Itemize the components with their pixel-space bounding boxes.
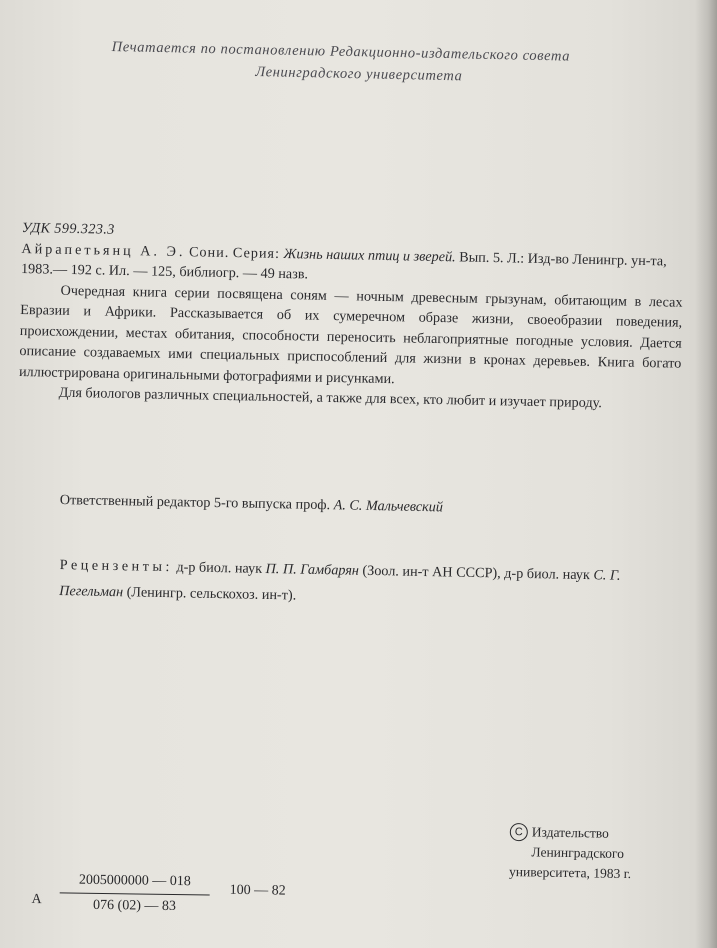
catalog-numerator: 2005000000 — 018 xyxy=(78,872,191,890)
imprint-line-1: Печатается по постановлению Редакционно-издательского совета xyxy=(111,38,571,65)
editor-label: Ответственный редактор 5-го выпуска проф. xyxy=(59,491,331,514)
reviewer-2-degree: д-р биол. наук xyxy=(504,565,591,584)
author-name: Айрапетьянц А. Э. xyxy=(21,240,186,260)
reviewer-1-name: П. П. Гамбарян xyxy=(265,560,360,579)
catalog-denominator: 076 (02) — 83 xyxy=(92,897,177,915)
issue-number: Вып. 5. xyxy=(459,248,504,266)
series-label: Серия: xyxy=(232,244,281,262)
book-title: Сони. xyxy=(188,243,230,261)
catalog-index xyxy=(31,870,332,924)
responsible-editor xyxy=(60,490,444,517)
page-shadow xyxy=(695,0,717,948)
reviewer-2-affiliation: (Ленингр. сельскохоз. ин-т). xyxy=(126,584,297,604)
reviewer-1-affiliation: (Зоол. ин-т АН СССР), xyxy=(362,562,501,582)
copyright-line-2: Ленинградского xyxy=(531,844,625,861)
copyright-line-1: Издательство xyxy=(531,824,610,841)
catalog-price-code: 100 — 82 xyxy=(229,882,286,899)
udk-code: УДК 599.323.3 xyxy=(21,219,115,238)
catalog-fraction xyxy=(59,870,210,917)
annotation-paragraph: Очередная книга серии посвящена соням — ночным древесным грызунам, обитающим в лесах Евразии и Африки. Рассказывается об их сумеречном образе жизни, своеобразии поведения, происхождении, местах обитания, способности переносить неблагоприятные погодные условия. Дается описание создаваемых ими специальных приспособлений для жизни в кронах деревьев. Книга богато иллюстрирована оригинальными фотографиями и рисунками. xyxy=(18,282,683,387)
imprint-line-2: Ленинградского университета xyxy=(255,64,463,85)
copyright-icon: C xyxy=(510,823,528,841)
publication-details: Л.: Изд-во Ленингр. ун-та, 1983.— 192 с. Ил. — 125, библиогр. — 49 назв. xyxy=(20,249,667,283)
reviewers-block xyxy=(59,552,680,616)
imprint-note xyxy=(111,36,612,90)
reviewer-2-name: С. Г. Пегельман xyxy=(59,567,621,601)
catalog-letter: А xyxy=(31,891,42,908)
audience-paragraph: Для биологов различных специальностей, а также для всех, кто любит и изучает природу. xyxy=(58,384,602,412)
copyright-line-3: университета, 1983 г. xyxy=(509,863,632,882)
series-title: Жизнь наших птиц и зверей. xyxy=(283,245,456,265)
reviewer-1-degree: д-р биол. наук xyxy=(176,559,263,577)
editor-name: А. С. Мальчевский xyxy=(333,497,444,516)
bibliographic-record xyxy=(18,218,683,415)
copyright-notice xyxy=(509,822,690,885)
reviewers-label: Рецензенты: xyxy=(59,556,174,576)
